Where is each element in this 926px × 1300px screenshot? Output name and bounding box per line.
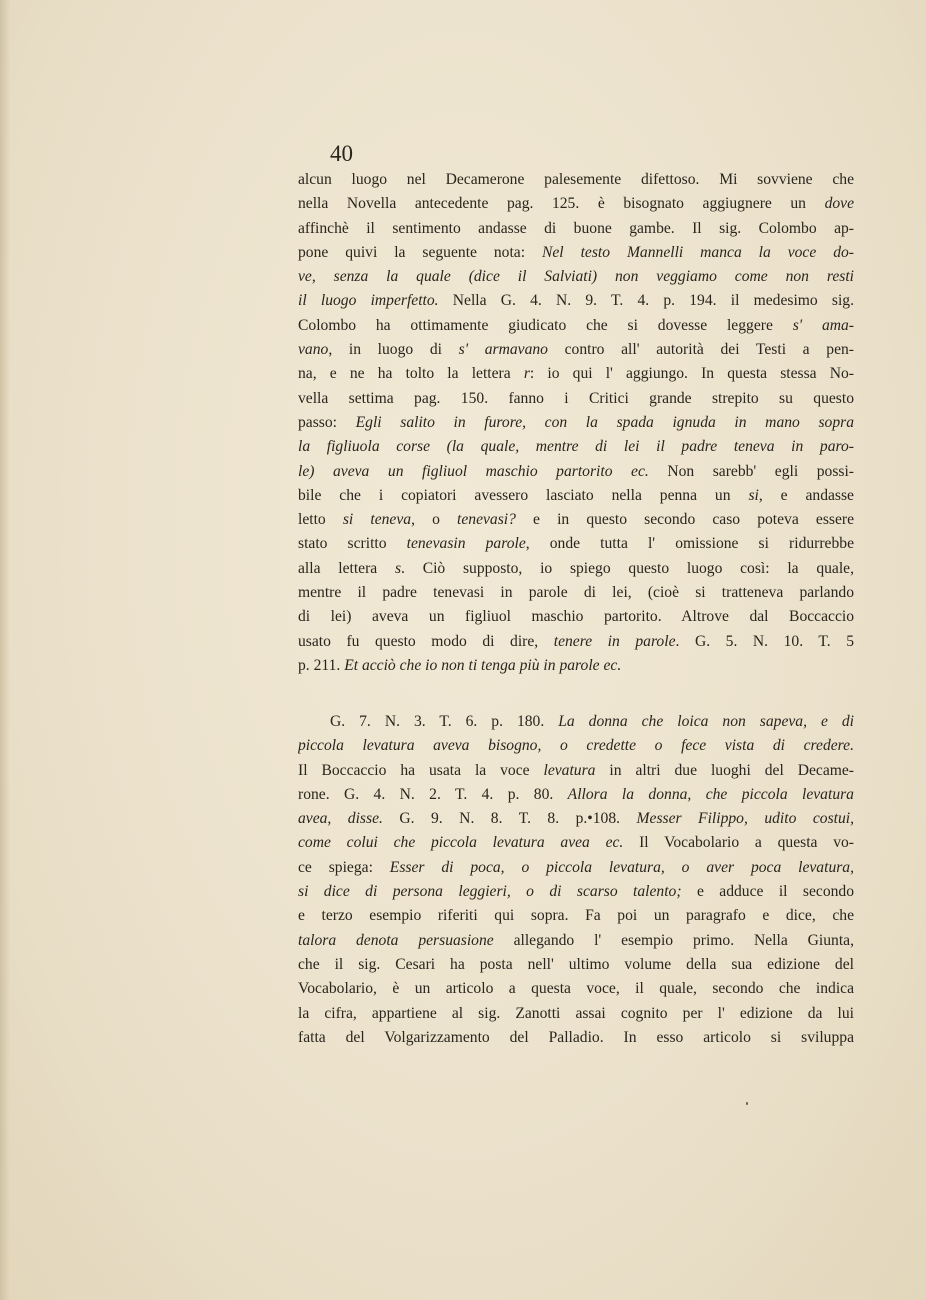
text-line: la figliuola corse (la quale, mentre di lei il padre teneva in paro- <box>298 438 854 456</box>
text-line: la cifra, appartiene al sig. Zanotti assai cognito per l' edizione da lui <box>298 1004 854 1022</box>
text-line: affinchè il sentimento andasse di buone gambe. Il sig. Colombo ap- <box>298 219 854 237</box>
text-line: nella Novella antecedente pag. 125. è bisognato aggiugnere un dove <box>298 195 854 213</box>
text-line: na, e ne ha tolto la lettera r: io qui l' aggiungo. In questa stessa No- <box>298 365 854 383</box>
text-line: avea, disse. G. 9. N. 8. T. 8. p.•108. Messer Filippo, udito costui, <box>298 810 854 828</box>
page-edge-shadow <box>0 0 10 1300</box>
page-number: 40 <box>330 141 353 166</box>
text-line: rone. G. 4. N. 2. T. 4. p. 80. Allora la donna, che piccola levatura <box>298 785 854 803</box>
text-line: alcun luogo nel Decamerone palesemente difettoso. Mi sovviene che <box>298 171 854 188</box>
text-line: il luogo imperfetto. Nella G. 4. N. 9. T. 4. p. 194. il medesimo sig. <box>298 292 854 310</box>
text-line: e terzo esempio riferiti qui sopra. Fa poi un paragrafo e dice, che <box>298 907 854 925</box>
text-line: si dice di persona leggieri, o di scarso talento; e adduce il secondo <box>298 883 854 901</box>
text-line: alla lettera s. Ciò supposto, io spiego questo luogo così: la quale, <box>298 559 854 577</box>
text-line: p. 211. Et acciò che io non ti tenga più in parole ec. <box>298 656 622 674</box>
paragraph-2 <box>298 710 854 1050</box>
paragraph-1 <box>298 168 854 678</box>
text-line: usato fu questo modo di dire, tenere in parole. G. 5. N. 10. T. 5 <box>298 632 854 650</box>
text-line: piccola levatura aveva bisogno, o credette o fece vista di credere. <box>298 737 854 755</box>
text-line: stato scritto tenevasin parole, onde tutta l' omissione si ridurrebbe <box>298 535 854 553</box>
ink-speck <box>746 1102 748 1105</box>
text-line: G. 7. N. 3. T. 6. p. 180. La donna che loica non sapeva, e di <box>330 713 854 730</box>
text-line: bile che i copiatori avessero lasciato nella penna un si, e andasse <box>298 486 854 504</box>
text-line: ve, senza la quale (dice il Salviati) non veggiamo come non resti <box>298 268 854 286</box>
text-line: mentre il padre tenevasi in parole di lei, (cioè si tratteneva parlando <box>298 584 854 602</box>
text-line: vella settima pag. 150. fanno i Critici grande strepito su questo <box>298 389 854 407</box>
text-line: pone quivi la seguente nota: Nel testo Mannelli manca la voce do- <box>298 243 854 261</box>
text-line: passo: Egli salito in furore, con la spada ignuda in mano sopra <box>298 413 854 431</box>
text-line: Vocabolario, è un articolo a questa voce, il quale, secondo che indica <box>298 980 854 998</box>
text-line: Il Boccaccio ha usata la voce levatura in altri due luoghi del Decame- <box>298 761 854 779</box>
text-line: fatta del Volgarizzamento del Palladio. In esso articolo si sviluppa <box>298 1028 854 1046</box>
text-line: vano, in luogo di s' armavano contro all' autorità dei Testi a pen- <box>298 341 854 359</box>
text-line: ce spiega: Esser di poca, o piccola levatura, o aver poca levatura, <box>298 858 854 876</box>
text-line: le) aveva un figliuol maschio partorito ec. Non sarebb' egli possi- <box>298 462 854 480</box>
text-line: letto si teneva, o tenevasi? e in questo secondo caso poteva essere <box>298 511 854 529</box>
text-line: che il sig. Cesari ha posta nell' ultimo volume della sua edizione del <box>298 955 854 973</box>
text-line: come colui che piccola levatura avea ec. Il Vocabolario a questa vo- <box>298 834 854 852</box>
text-line: Colombo ha ottimamente giudicato che si dovesse leggere s' ama- <box>298 316 854 334</box>
text-line: di lei) aveva un figliuol maschio partorito. Altrove dal Boccaccio <box>298 608 854 626</box>
text-line: talora denota persuasione allegando l' esempio primo. Nella Giunta, <box>298 931 854 949</box>
